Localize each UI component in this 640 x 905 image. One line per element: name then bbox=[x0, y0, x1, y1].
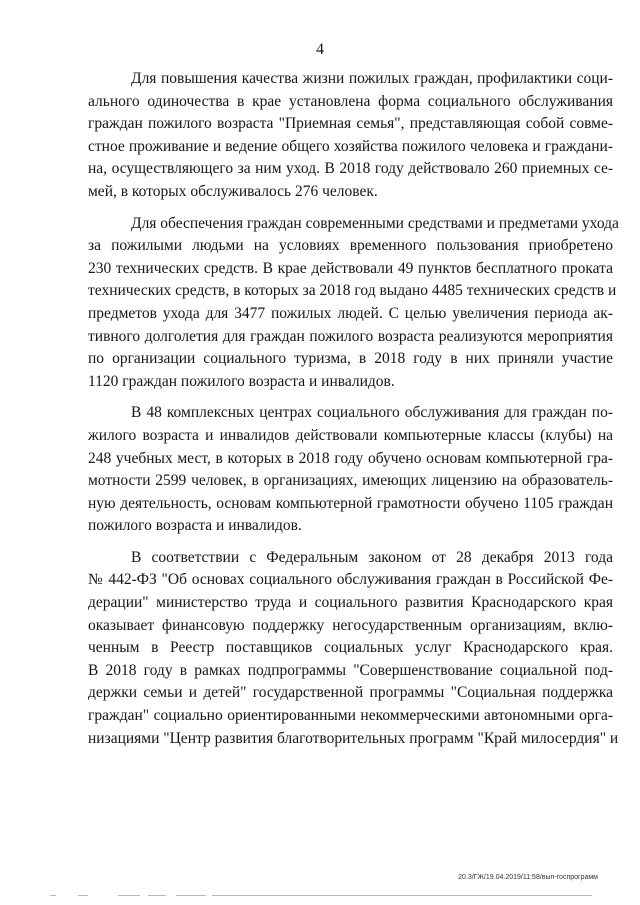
text-line: мей, в которых обслуживалось 276 человек. bbox=[88, 182, 378, 200]
text-line: Для обеспечения граждан современными средствами и предметами ухода bbox=[131, 214, 619, 232]
text-line: технических средств, в которых за 2018 год выдано 4485 технических средств и bbox=[88, 282, 617, 300]
text-line: В 2018 году в рамках подпрограммы "Совершенствование социальной под- bbox=[88, 661, 613, 679]
text-line: на, осуществляющего за ним уход. В 2018 году действовало 260 приемных се- bbox=[88, 160, 613, 178]
text-line: 1120 граждан пожилого возраста и инвалидов. bbox=[88, 372, 395, 390]
text-line: В соответствии с Федеральным законом от 28 декабря 2013 года bbox=[131, 548, 613, 566]
text-line: по организации социального туризма, в 2018 году в них приняли участие bbox=[88, 350, 613, 368]
text-line: низациями "Центр развития благотворительных программ "Край милосердия" и bbox=[88, 729, 619, 747]
page-number: 4 bbox=[316, 41, 324, 58]
text-line: № 442-ФЗ "Об основах социального обслуживания граждан в Российской Фе- bbox=[88, 571, 613, 589]
text-line: пожилого возраста и инвалидов. bbox=[88, 517, 302, 535]
text-line: тивного долголетия для граждан пожилого возраста реализуются мероприятия bbox=[88, 327, 613, 345]
text-line: ченным в Реестр поставщиков социальных услуг Краснодарского края. bbox=[88, 639, 613, 657]
text-line: ального одиночества в крае установлена форма социального обслуживания bbox=[88, 92, 613, 110]
text-line: за пожилыми людьми на условиях временного пользования приобретено bbox=[88, 237, 613, 255]
paragraph-computer-classes bbox=[88, 402, 613, 538]
text-line: 230 технических средств. В крае действовали 49 пунктов бесплатного проката bbox=[88, 259, 613, 277]
text-line: жилого возраста и инвалидов действовали компьютерные классы (клубы) на bbox=[88, 426, 613, 444]
text-line: держки семьи и детей" государственной программы "Социальная поддержка bbox=[88, 684, 613, 702]
scan-edge-divider bbox=[30, 895, 630, 899]
document-body bbox=[88, 68, 619, 759]
text-line: стное проживание и ведение общего хозяйства пожилого человека и граждани- bbox=[88, 137, 613, 155]
text-line: мотности 2599 человек, в организациях, имеющих лицензию на образователь- bbox=[88, 472, 613, 490]
text-line: ную деятельность, основам компьютерной грамотности обучено 1105 граждан bbox=[88, 494, 613, 512]
text-line: граждан" социально ориентированными некоммерческими автономными орга- bbox=[88, 707, 613, 725]
text-line: предметов ухода для 3477 пожилых людей. С целью увеличения периода ак- bbox=[88, 304, 613, 322]
text-line: граждан пожилого возраста "Приемная семья", представляющая собой совме- bbox=[88, 115, 613, 133]
paragraph-foster-family bbox=[88, 68, 613, 204]
paragraph-technical-aids bbox=[88, 213, 619, 394]
text-line: Для повышения качества жизни пожилых граждан, профилактики соци- bbox=[131, 70, 613, 87]
text-line: оказывает финансовую поддержку негосударственным организациям, вклю- bbox=[88, 616, 613, 634]
text-line: В 48 комплексных центрах социального обслуживания для граждан по- bbox=[131, 404, 613, 422]
text-line: дерации" министерство труда и социального развития Краснодарского края bbox=[88, 594, 613, 612]
paragraph-federal-law bbox=[88, 547, 619, 750]
footer-stamp: 20.3/ГЖ/19.04.2019/11:58/вып-госпрограмм bbox=[458, 874, 598, 881]
text-line: 248 учебных мест, в которых в 2018 году обучено основам компьютерной гра- bbox=[88, 449, 613, 467]
